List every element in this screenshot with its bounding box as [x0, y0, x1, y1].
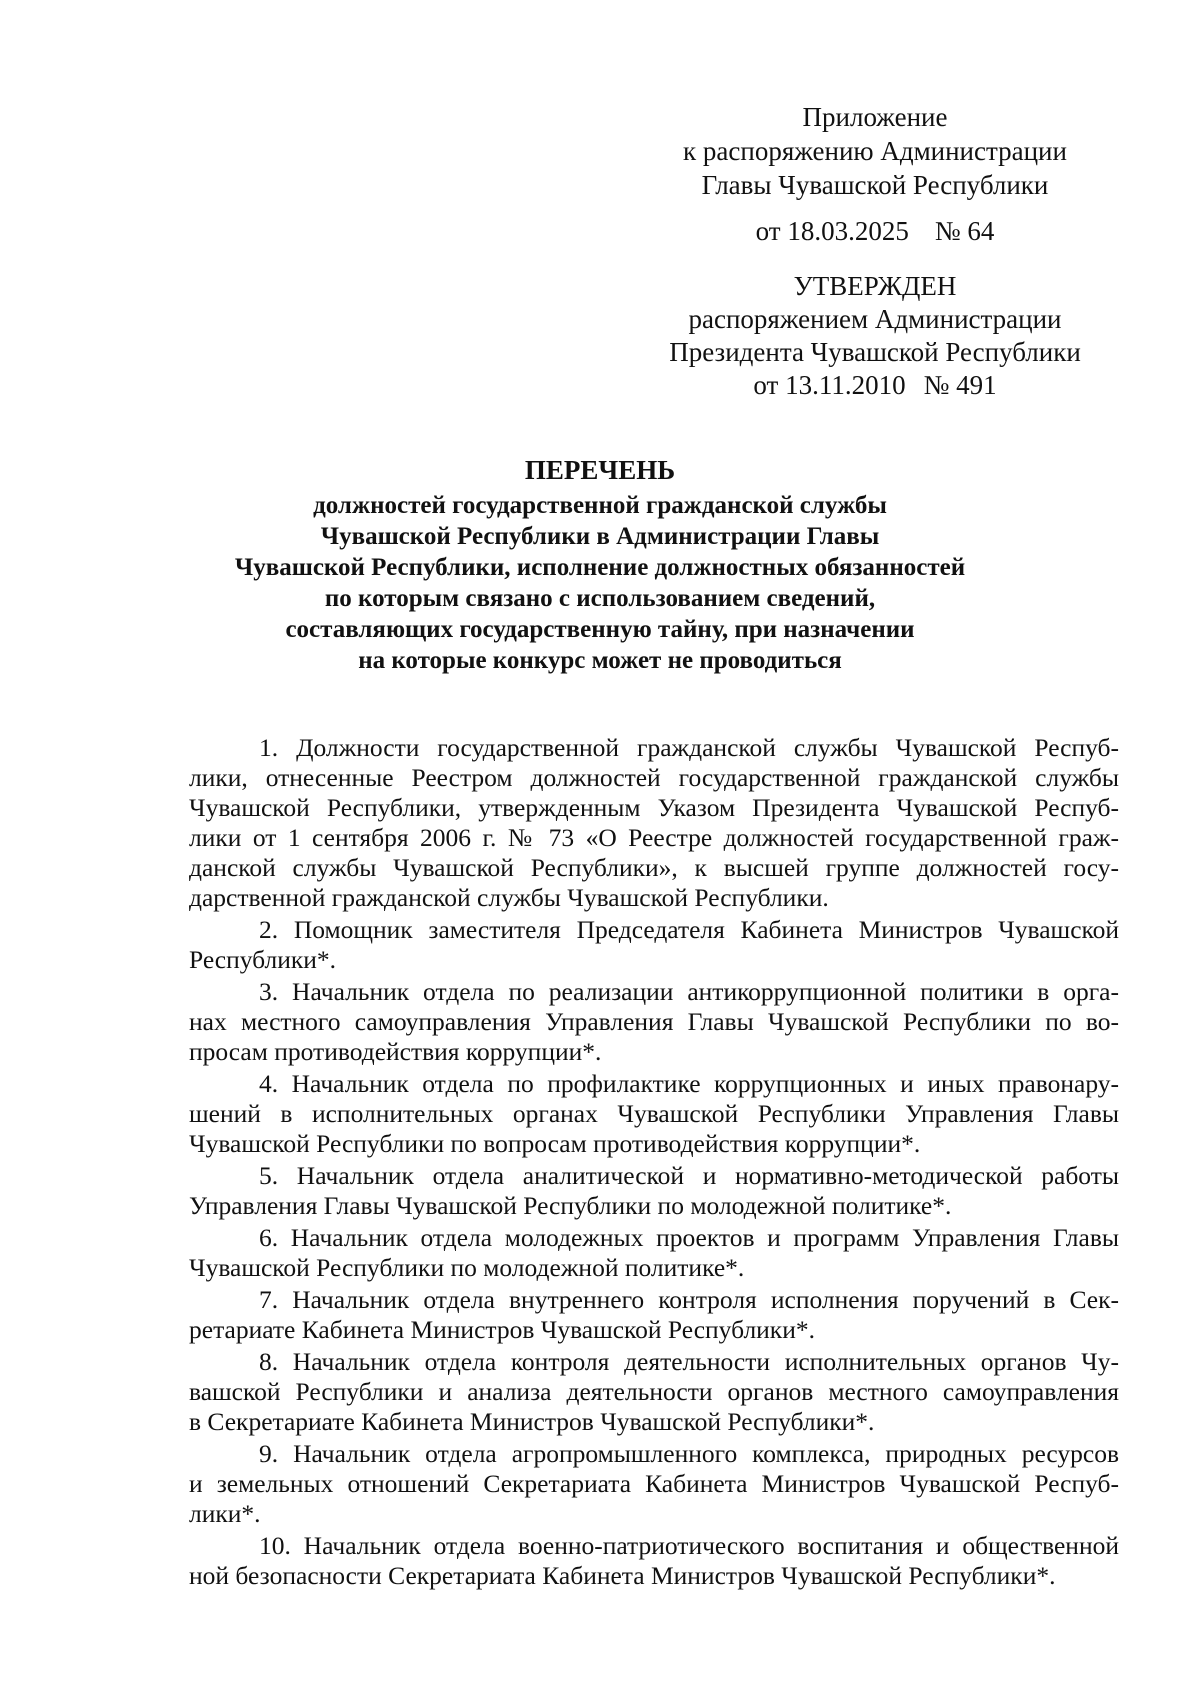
document-title	[180, 455, 1020, 676]
title-line: на которые конкурс может не проводиться	[358, 647, 842, 674]
appendix-date: от 18.03.2025	[755, 216, 909, 246]
title-heading: ПЕРЕЧЕНЬ	[524, 455, 676, 485]
list-item-line: дарственной гражданской службы Чувашской Республики.	[189, 883, 829, 912]
appendix-number: № 64	[934, 216, 995, 246]
list-item-line: вашской Республики и анализа деятельности органов местного самоуправления	[189, 1377, 1119, 1406]
list-item	[189, 977, 1119, 1067]
title-line: Чувашской Республики в Администрации Главы	[320, 523, 880, 550]
list-item	[189, 1223, 1119, 1283]
list-item-line: Управления Главы Чувашской Республики по молодежной политике*.	[189, 1191, 952, 1220]
list-item-line: ной безопасности Секретариата Кабинета Министров Чувашской Республики*.	[189, 1561, 1056, 1590]
list-item	[189, 1285, 1119, 1345]
position-list	[189, 733, 1119, 1593]
approved-date: от 13.11.2010	[753, 370, 906, 400]
title-line: должностей государственной гражданской службы	[313, 492, 887, 519]
list-item-line: лики, отнесенные Реестром должностей государственной гражданской службы	[189, 763, 1119, 792]
approved-number: № 491	[923, 370, 997, 400]
title-line: составляющих государственную тайну, при назначении	[285, 616, 915, 643]
list-item-line: лики от 1 сентября 2006 г. № 73 «О Реестре должностей государственной граж-	[189, 823, 1119, 852]
list-item-line: Республики*.	[189, 945, 337, 974]
list-item-line: Чувашской Республики, утвержденным Указом Президента Чувашской Респуб-	[189, 793, 1119, 822]
appendix-date-line	[665, 214, 1085, 248]
approved-order-ref: распоряжением Администрации	[688, 304, 1062, 334]
list-item-line: 4. Начальник отдела по профилактике коррупционных и иных правонару-	[259, 1069, 1119, 1098]
list-item-line: ретариате Кабинета Министров Чувашской Республики*.	[189, 1315, 815, 1344]
appendix-order-ref: к распоряжению Администрации	[683, 136, 1067, 166]
list-item	[189, 733, 1119, 913]
list-item-line: Чувашской Республики по молодежной политике*.	[189, 1253, 745, 1282]
list-item-line: 10. Начальник отдела военно-патриотического воспитания и общественной	[259, 1531, 1119, 1560]
list-item	[189, 915, 1119, 975]
list-item-line: Чувашской Республики по вопросам противодействия коррупции*.	[189, 1129, 921, 1158]
list-item-line: данской службы Чувашской Республики», к высшей группе должностей госу-	[189, 853, 1119, 882]
list-item-line: 6. Начальник отдела молодежных проектов и программ Управления Главы	[259, 1223, 1119, 1252]
list-item	[189, 1161, 1119, 1221]
approved-date-line	[660, 369, 1090, 402]
list-item-line: в Секретариате Кабинета Министров Чувашской Республики*.	[189, 1407, 875, 1436]
list-item-line: 8. Начальник отдела контроля деятельности исполнительных органов Чу-	[259, 1347, 1119, 1376]
list-item-line: 7. Начальник отдела внутреннего контроля исполнения поручений в Сек-	[259, 1285, 1119, 1314]
list-item	[189, 1069, 1119, 1159]
list-item-line: 1. Должности государственной гражданской службы Чувашской Респуб-	[259, 733, 1119, 762]
list-item-line: и земельных отношений Секретариата Кабинета Министров Чувашской Респуб-	[189, 1469, 1119, 1498]
list-item-line: нах местного самоуправления Управления Главы Чувашской Республики по во-	[189, 1007, 1119, 1036]
list-item	[189, 1531, 1119, 1591]
list-item-line: 9. Начальник отдела агропромышленного комплекса, природных ресурсов	[259, 1439, 1119, 1468]
approved-label: УТВЕРЖДЕН	[793, 271, 957, 301]
approved-issuer: Президента Чувашской Республики	[669, 337, 1081, 367]
appendix-issuer: Главы Чувашской Республики	[701, 170, 1049, 200]
list-item-line: шений в исполнительных органах Чувашской Республики Управления Главы	[189, 1099, 1119, 1128]
list-item-line: 3. Начальник отдела по реализации антикоррупционной политики в орга-	[259, 977, 1119, 1006]
list-item-line: просам противодействия коррупции*.	[189, 1037, 602, 1066]
appendix-label: Приложение	[802, 102, 948, 132]
list-item	[189, 1439, 1119, 1529]
list-item	[189, 1347, 1119, 1437]
list-item-line: 5. Начальник отдела аналитической и нормативно-методической работы	[259, 1161, 1119, 1190]
title-line: Чувашской Республики, исполнение должностных обязанностей	[234, 554, 966, 581]
list-item-line: 2. Помощник заместителя Председателя Кабинета Министров Чувашской	[259, 915, 1119, 944]
list-item-line: лики*.	[189, 1499, 261, 1528]
title-line: по которым связано с использованием сведений,	[324, 585, 876, 612]
appendix-header	[665, 100, 1085, 248]
approved-header	[660, 270, 1090, 402]
